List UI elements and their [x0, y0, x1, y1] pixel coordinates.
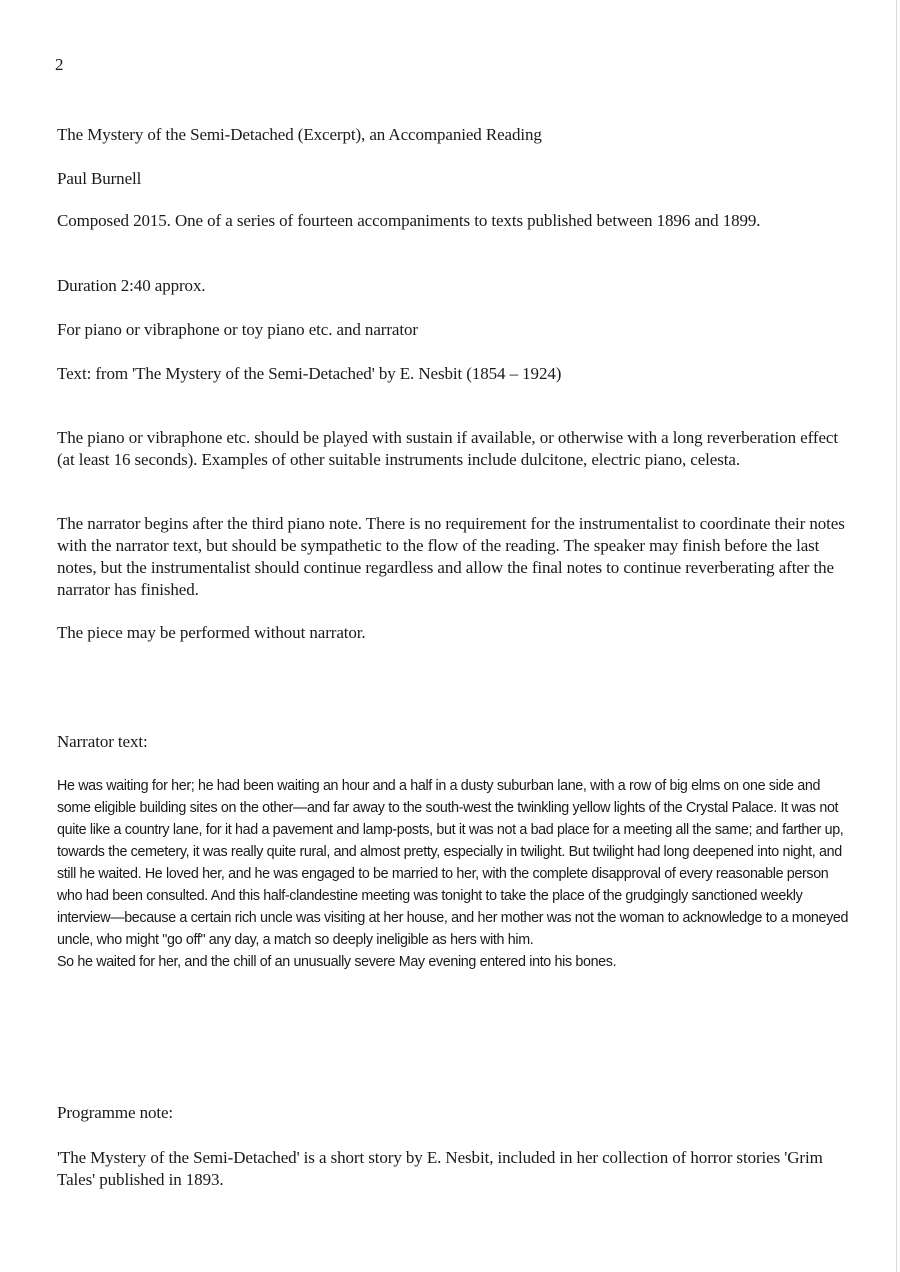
performance-note-narrator: The narrator begins after the third piano note. There is no requirement for the instrumentalist to coordinate their notes with the narrator text, but should be sympathetic to the flow of the reading. The speaker may finish before the last notes, but the instrumentalist should continue regardless and allow the final notes to continue reverberating after the narrator has finished. [57, 514, 845, 599]
instrumentation-info: For piano or vibraphone or toy piano etc. and narrator [57, 320, 418, 339]
programme-note-text: 'The Mystery of the Semi-Detached' is a short story by E. Nesbit, included in her collection of horror stories 'Grim Tales' published in 1893. [57, 1148, 823, 1189]
narrator-paragraph: He was waiting for her; he had been waiting an hour and a half in a dusty suburban lane, with a row of big elms on one side and some eligible building sites on the other—and far away to the south-west the twinkling yellow lights of the Crystal Palace. It was not quite like a country lane, for it had a pavement and lamp-posts, but it was not a bad place for a meeting all the same; and farther up, towards the cemetery, it was really quite rural, and almost pretty, especially in twilight. But twilight had long deepened into night, and still he waited. He loved her, and he was engaged to be married to her, with the complete disapproval of every reasonable person who had been consulted. And this half-clandestine meeting was tonight to take the place of the grudgingly sanctioned weekly interview—because a certain rich uncle was visiting at her house, and her mother was not the woman to acknowledge to a moneyed uncle, who might "go off" any day, a match so deeply ineligible as hers with him. [57, 778, 849, 948]
text-source: Text: from 'The Mystery of the Semi-Detached' by E. Nesbit (1854 – 1924) [57, 364, 562, 383]
work-title: The Mystery of the Semi-Detached (Excerpt), an Accompanied Reading [57, 125, 542, 144]
narrator-heading: Narrator text: [57, 732, 148, 751]
performance-note-instrument: The piano or vibraphone etc. should be played with sustain if available, or otherwise with a long reverberation effect (at least 16 seconds). Examples of other suitable instruments include dulcitone, electric piano, celesta. [57, 428, 838, 469]
duration-info: Duration 2:40 approx. [57, 276, 206, 295]
programme-note-heading: Programme note: [57, 1103, 174, 1122]
narrator-text [57, 775, 857, 973]
performance-note-optional: The piece may be performed without narrator. [57, 623, 366, 642]
page-number: 2 [55, 55, 64, 74]
composer-name: Paul Burnell [57, 169, 142, 188]
narrator-paragraph: So he waited for her, and the chill of an unusually severe May evening entered into his bones. [57, 954, 617, 970]
composition-info: Composed 2015. One of a series of fourteen accompaniments to texts published between 1896 and 1899. [57, 211, 761, 230]
